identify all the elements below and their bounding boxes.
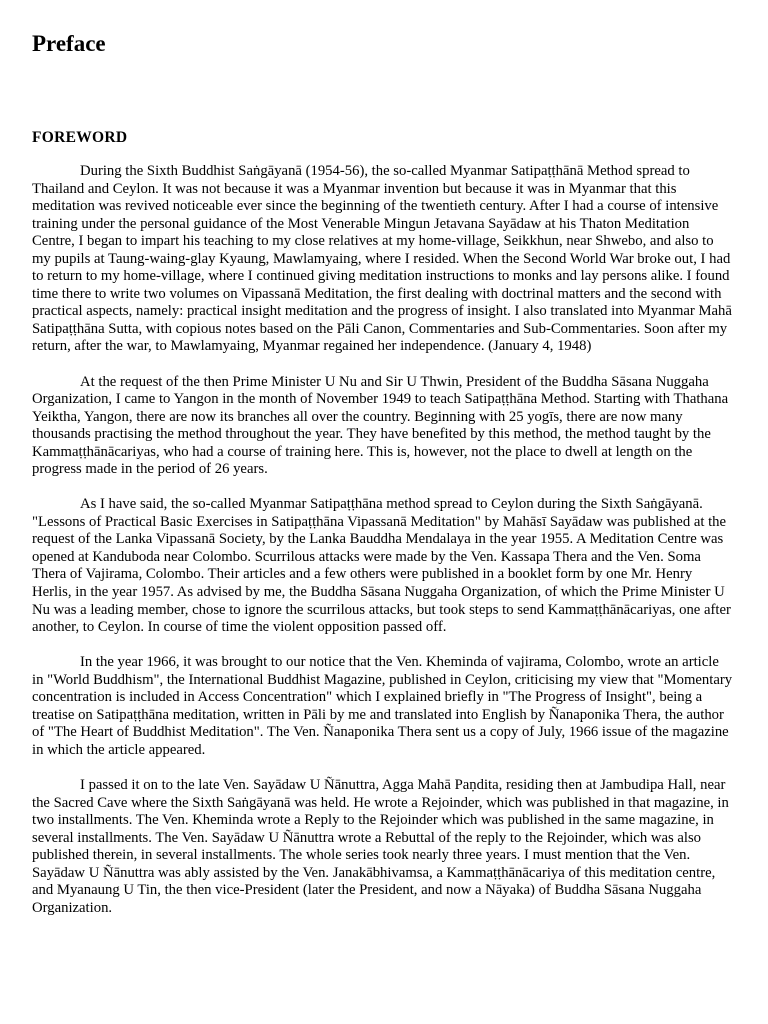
paragraph: In the year 1966, it was brought to our notice that the Ven. Kheminda of vajirama, Colombo, wrote an article in "World Buddhism", the International Buddhist Magazine, published in Ceylon, criticising my view that "Momentary concentration is included in Access Concentration" which I explained briefly in "The Progress of Insight", being a treatise on Satipaṭṭhāna meditation, written in Pāli by me and translated into English by Ñanaponika Thera, the author of "The Heart of Buddhist Meditation". The Ven. Ñanaponika Thera sent us a copy of July, 1966 issue of the magazine in which the article appeared. bbox=[32, 654, 733, 758]
section-heading: FOREWORD bbox=[32, 129, 128, 146]
paragraph: At the request of the then Prime Minister U Nu and Sir U Thwin, President of the Buddha Sāsana Nuggaha Organization, I came to Yangon in the month of November 1949 to teach Satipaṭṭhāna Method. Starting with Thathana Yeiktha, Yangon, there are now its branches all over the country. Beginning with 25 yogīs, there are now many thousands practising the method throughout the year. They have benefited by this method, the method taught by the Kammaṭṭhānācariyas, who had a course of training here. This is, however, not the place to dwell at length on the progress made in the period of 26 years. bbox=[32, 373, 729, 478]
paragraph: During the Sixth Buddhist Saṅgāyanā (1954-56), the so-called Myanmar Satipaṭṭhānā Method spread to Thailand and Ceylon. It was not because it was a Myanmar invention but because it was in Myanmar that this meditation was revived noticeable ever since the beginning of the twentieth century. After I had a course of intensive training under the personal guidance of the Most Venerable Mingun Jetavana Sayādaw at his Thaton Meditation Centre, I began to impart his teaching to my close relatives at my home-village, Seikkhun, near Shwebo, and also to my pupils at Taung-waing-glay Kyaung, Mawlamyaing, where I resided. When the Second World War broke out, I had to return to my home-village, where I continued giving meditation instructions to monks and lay persons alike. I found time there to write two volumes on Vipassanā Meditation, the first dealing with doctrinal matters and the second with practical aspects, namely: practical insight meditation and the progress of insight. I also translated into Myanmar Mahā Satipaṭṭhāna Sutta, with copious notes based on the Pāli Canon, Commentaries and Sub-Commentaries. Soon after my return, after the war, to Mawlamyaing, Myanmar regained her independence. (January 4, 1948) bbox=[32, 163, 732, 355]
page-title: Preface bbox=[32, 31, 106, 56]
paragraph: I passed it on to the late Ven. Sayādaw U Ñānuttra, Agga Mahā Paṇdita, residing then at Jambudipa Hall, near the Sacred Cave where the Sixth Saṅgāyanā was held. He wrote a Rejoinder, which was published in that magazine, in two installments. The Ven. Kheminda wrote a Reply to the Rejoinder which was published in the same magazine, in several installments. The Ven. Sayādaw U Ñānuttra wrote a Rebuttal of the reply to the Rejoinder, which was also published therein, in several installments. The whole series took nearly three years. I must mention that the Ven. Sayādaw U Ñānuttra was ably assisted by the Ven. Janakābhivamsa, a Kammaṭṭhānācariya of this meditation centre, and Myanaung U Tin, the then vice-President (later the President, and now a Nāyaka) of Buddha Sāsana Nuggaha Organization. bbox=[32, 776, 729, 916]
paragraph: As I have said, the so-called Myanmar Satipaṭṭhāna method spread to Ceylon during the Sixth Saṅgāyanā. "Lessons of Practical Basic Exercises in Satipaṭṭhāna Vipassanā Meditation" by Mahāsī Sayādaw was published at the request of the Lanka Vipassanā Society, by the Lanka Bauddha Mendalaya in the year 1955. A Meditation Centre was opened at Kanduboda near Colombo. Scurrilous attacks were made by the Ven. Kassapa Thera and the Ven. Soma Thera of Vajirama, Colombo. Their articles and a few others were published in a booklet form by one Mr. Henry Herlis, in the year 1957. As advised by me, the Buddha Sāsana Nuggaha Organization, of which the Prime Minister U Nu was a leading member, chose to ignore the scurrilous attacks, but took steps to send Kammaṭṭhānācariyas, one after another, to Ceylon. In course of time the violent opposition passed off. bbox=[32, 496, 731, 636]
body-text bbox=[32, 163, 733, 935]
